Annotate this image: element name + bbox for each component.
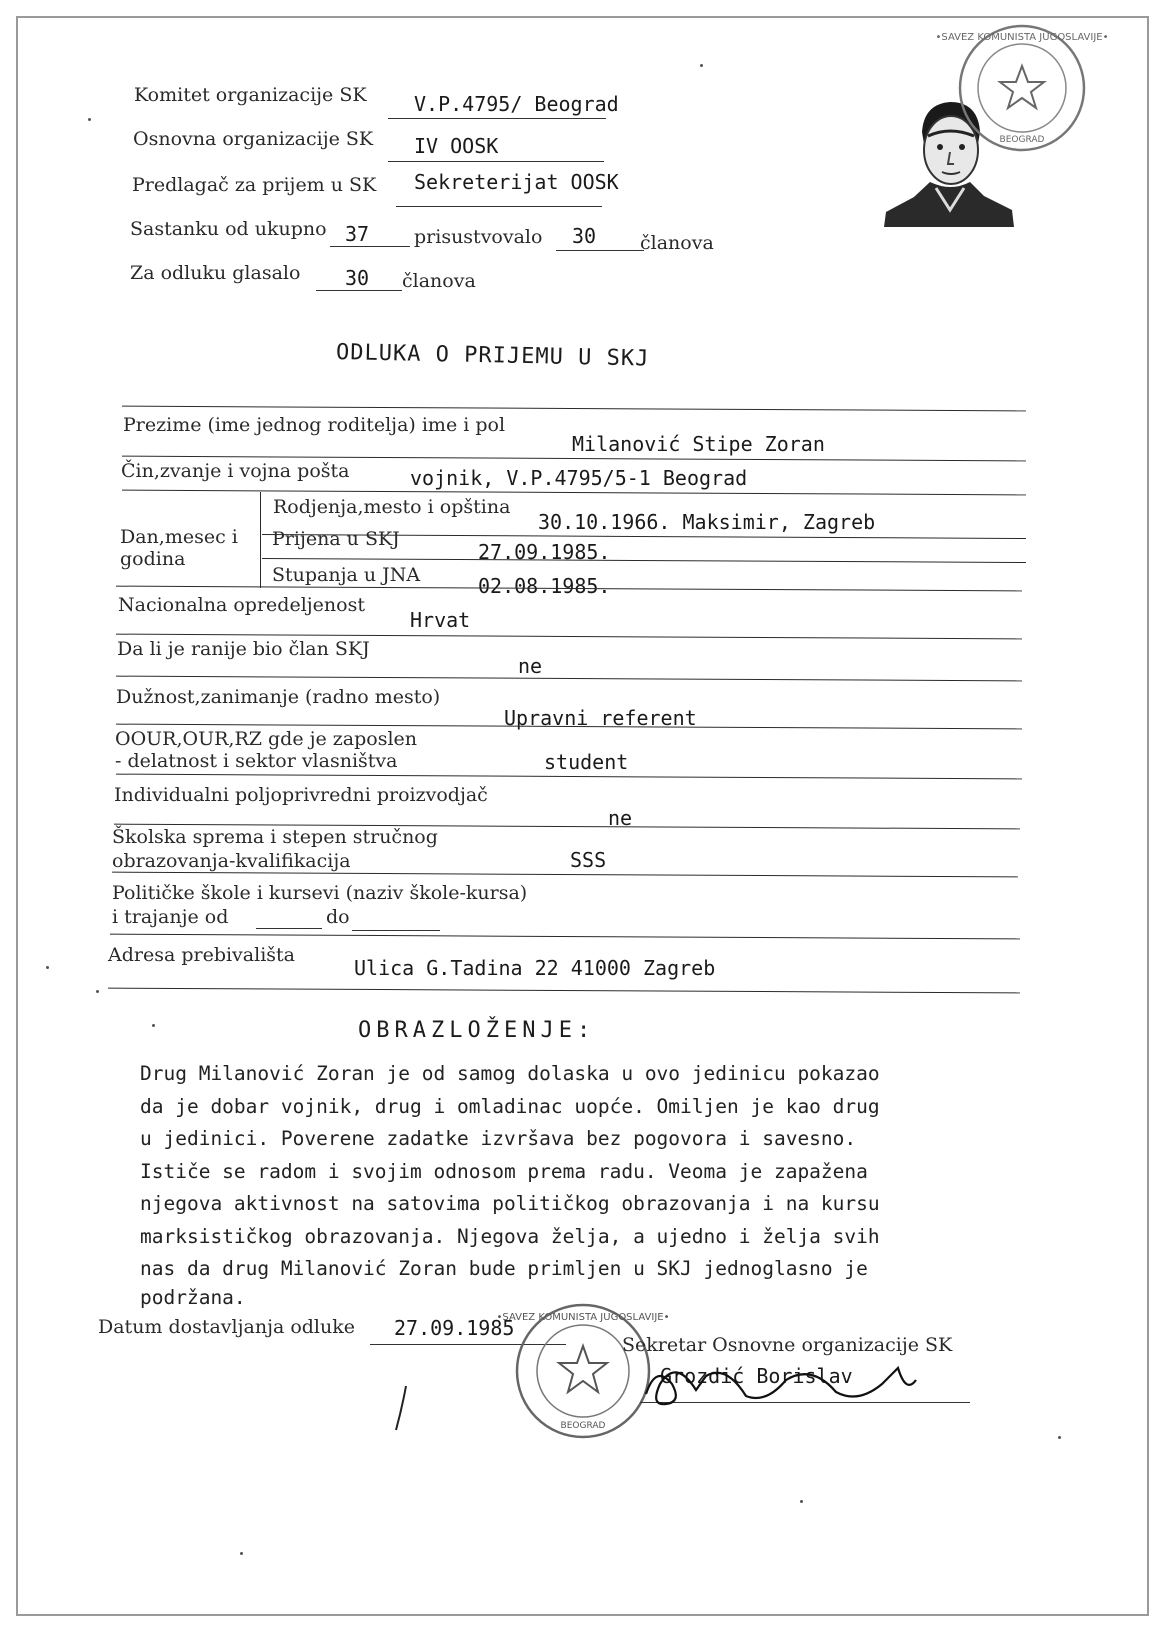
name-label: Prezime (ime jednog roditelja) ime i pol <box>123 414 506 436</box>
political-from-underline <box>256 928 322 929</box>
address-value: Ulica G.Tadina 22 41000 Zagreb <box>354 956 716 980</box>
farmer-value: ne <box>608 806 633 830</box>
date-group-label: Dan,mesec i godina <box>120 526 238 570</box>
official-stamp-top <box>935 22 1109 154</box>
birth-value: 30.10.1966. Maksimir, Zagreb <box>538 510 876 534</box>
education-value: SSS <box>570 848 607 872</box>
scan-speck <box>240 1552 243 1555</box>
duty-label: Dužnost,zanimanje (radno mesto) <box>116 686 441 708</box>
rank-value: vojnik, V.P.4795/5-1 Beograd <box>410 466 748 490</box>
birth-label: Rodjenja,mesto i opština <box>273 496 511 518</box>
proposer-underline <box>396 206 602 207</box>
employer-value: student <box>544 750 629 774</box>
scan-speck <box>700 64 703 67</box>
meeting-label-1: Sastanku od ukupno <box>130 218 327 240</box>
scan-speck <box>152 1024 155 1027</box>
nationality-value: Hrvat <box>410 608 471 632</box>
vote-label-1: Za odluku glasalo <box>130 262 301 284</box>
duty-value: Upravni referent <box>504 706 697 730</box>
education-label-2: obrazovanja-kvalifikacija <box>112 850 351 872</box>
svg-text:BEOGRAD: BEOGRAD <box>999 135 1045 145</box>
political-label-1: Političke škole i kursevi (naziv škole-kursa) <box>112 882 528 904</box>
committee-label: Komitet organizacije SK <box>134 84 367 106</box>
meeting-total: 37 <box>345 222 370 246</box>
scan-speck <box>800 1500 803 1503</box>
justification-line: Drug Milanović Zoran je od samog dolaska u ovo jedinicu pokazao <box>140 1062 880 1085</box>
basic-org-value: IV OOSK <box>414 134 499 158</box>
vote-count: 30 <box>345 266 370 290</box>
basic-org-underline <box>388 161 604 162</box>
scan-speck <box>46 966 49 969</box>
committee-value: V.P.4795/ Beograd <box>414 92 619 116</box>
delivery-label: Datum dostavljanja odluke <box>98 1316 356 1338</box>
svg-text:•SAVEZ KOMUNISTA JUGOSLAVIJE•: •SAVEZ KOMUNISTA JUGOSLAVIJE• <box>935 32 1109 43</box>
svg-text:BEOGRAD: BEOGRAD <box>560 1421 606 1431</box>
jna-label: Stupanja u JNA <box>272 564 421 586</box>
name-value: Milanović Stipe Zoran <box>572 432 825 456</box>
prior-member-value: ne <box>518 654 543 678</box>
justification-text <box>140 1058 1040 1310</box>
address-label: Adresa prebivališta <box>108 944 295 966</box>
meeting-present-underline <box>556 250 644 251</box>
scan-speck <box>96 990 99 993</box>
political-to-underline <box>352 930 440 931</box>
justification-line: podržana. <box>140 1285 246 1309</box>
justification-heading: OBRAZLOŽENJE: <box>358 1018 596 1043</box>
justification-line: Ističe se radom i svojim odnosom prema radu. Veoma je zapažena <box>140 1159 868 1183</box>
justification-line: marksističkog obrazovanja. Njegova želja, a ujedno i želja svih <box>140 1224 880 1248</box>
political-label-2a: i trajanje od <box>112 906 229 928</box>
secretary-label: Sekretar Osnovne organizacije SK <box>622 1334 953 1356</box>
scan-speck <box>1058 1436 1061 1439</box>
political-label-2b: do <box>326 906 350 928</box>
date-group-divider <box>260 492 261 588</box>
vote-count-underline <box>316 290 402 291</box>
pen-mark <box>390 1384 414 1434</box>
secretary-name: Grozdić Borislav <box>660 1364 853 1388</box>
justification-line: u jedinici. Poverene zadatke izvršava bez pogovora i savesno. <box>140 1127 857 1150</box>
jna-value: 02.08.1985. <box>478 574 611 598</box>
rank-label: Čin,zvanje i vojna pošta <box>121 460 350 482</box>
nationality-label: Nacionalna opredeljenost <box>118 594 365 616</box>
justification-line: nas da drug Milanović Zoran bude primljen u SKJ jednoglasno je <box>140 1257 868 1280</box>
meeting-label-2: prisustvovalo <box>414 226 543 248</box>
meeting-total-underline <box>330 246 410 247</box>
meeting-label-3: članova <box>640 232 714 254</box>
scan-speck <box>88 118 91 121</box>
committee-underline <box>388 118 606 119</box>
farmer-label: Individualni poljoprivredni proizvodjač <box>114 784 488 806</box>
meeting-present: 30 <box>572 224 597 248</box>
delivery-value: 27.09.1985 <box>394 1316 515 1340</box>
official-stamp-bottom <box>496 1300 670 1442</box>
employer-label-1: OOUR,OUR,RZ gde je zaposlen <box>115 728 418 750</box>
handwritten-signature <box>636 1354 936 1414</box>
admitted-value: 27.09.1985. <box>478 540 611 564</box>
prior-member-label: Da li je ranije bio član SKJ <box>117 638 370 660</box>
admitted-label: Prijena u SKJ <box>272 528 400 550</box>
proposer-label: Predlagač za prijem u SK <box>132 174 377 196</box>
justification-line: njegova aktivnost na satovima političkog obrazovanja i na kursu <box>140 1192 880 1215</box>
proposer-value: Sekreterijat OOSK <box>414 170 619 194</box>
education-label-1: Školska sprema i stepen stručnog <box>112 826 438 848</box>
vote-label-2: članova <box>402 270 476 292</box>
document-title: ODLUKA O PRIJEMU U SKJ <box>335 340 650 372</box>
employer-label-2: - delatnost i sektor vlasništva <box>115 750 398 772</box>
basic-org-label: Osnovna organizacije SK <box>133 128 374 150</box>
justification-line: da je dobar vojnik, drug i omladinac uopće. Omiljen je kao drug <box>140 1094 880 1118</box>
svg-text:•SAVEZ KOMUNISTA JUGOSLAVIJE•: •SAVEZ KOMUNISTA JUGOSLAVIJE• <box>496 1312 670 1323</box>
